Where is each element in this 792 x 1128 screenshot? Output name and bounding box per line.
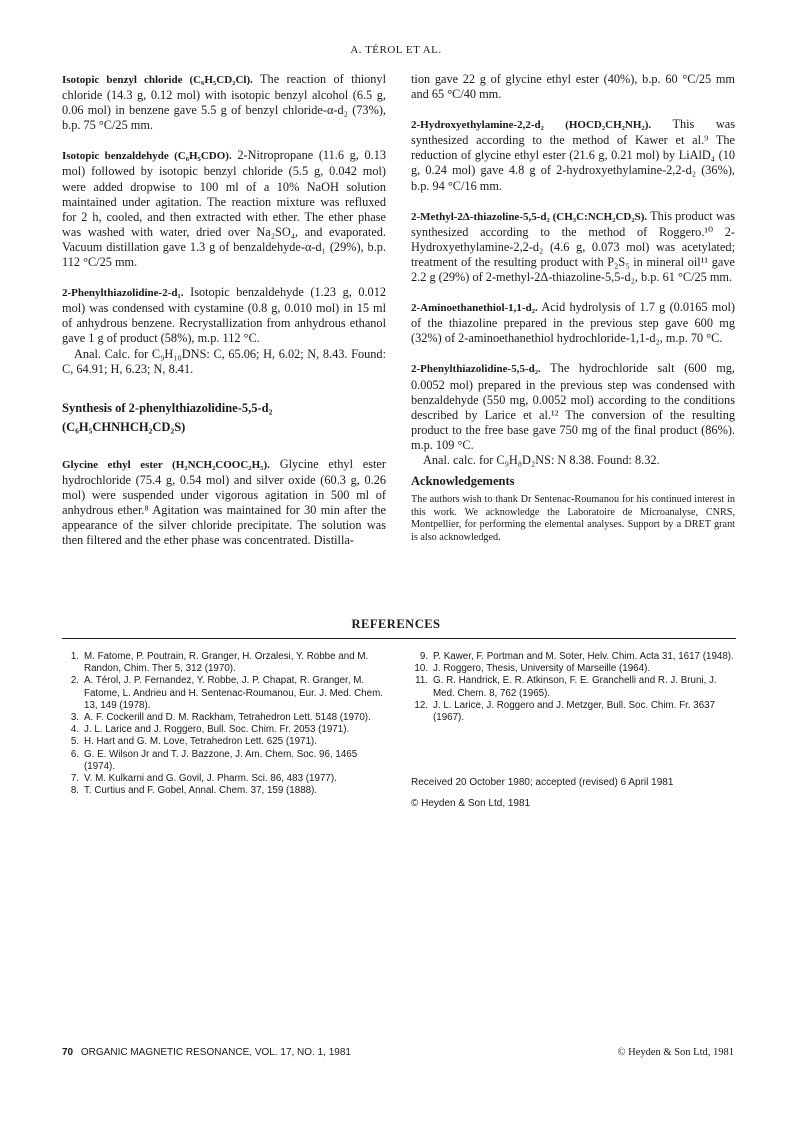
references-left-list	[62, 651, 386, 797]
reference-item	[62, 651, 386, 675]
reference-text: A. Térol, J. P. Fernandez, Y. Robbe, J. P. Chapat, R. Granger, M. Fatome, L. Andrieu and H. Sentenac-Roumanou, Eur. J. Med. Chem. 13, 149 (1978).	[84, 675, 383, 711]
paragraph-body: Glycine ethyl ester hydrochloride (75.4 g, 0.54 mol) and silver oxide (60.3 g, 0.26 mol) were suspended under vigorous agitation in 500 ml of anhydrous ether.⁸ Agitation was maintained for 30 min after the appearance of the silver chloride precipitate. The solution was then filtered and the ether phase was concentrated. Distilla-	[62, 456, 386, 548]
references-divider	[62, 638, 736, 639]
footer-journal	[62, 1047, 351, 1058]
reference-number: 1.	[70, 651, 79, 662]
received-dates: Received 20 October 1980; accepted (revised) 6 April 1981	[411, 777, 674, 788]
journal-citation: ORGANIC MAGNETIC RESONANCE, VOL. 17, NO. 1, 1981	[80, 1047, 351, 1058]
analysis-line: Anal. Calc. for C₉H₁₀DNS: C, 65.06; H, 6.02; N, 8.43. Found: C, 64.91; H, 6.23; N, 8.41.	[62, 346, 386, 376]
paragraph-body: The hydrochloride salt (600 mg, 0.0052 mol) prepared in the previous step was condensed with benzaldehyde (550 mg, 0.0052 mol) according to the conditions described by Larice et al.¹² The conversion of the resulting product to the free base gave 750 mg of the final product (86%). m.p. 109 °C.	[411, 361, 735, 452]
reference-text: J. Roggero, Thesis, University of Marseille (1964).	[433, 663, 651, 675]
acknowledgements-text: The authors wish to thank Dr Sentenac-Roumanou for his continued interest in this work. We acknowledge the Laboratoire de Microanalyse, CNRS, Montpellier, for performing the elemental analyses. Support by a DRET grant is also acknowledged.	[411, 494, 735, 543]
reference-text: P. Kawer, F. Portman and M. Soter, Helv. Chim. Acta 31, 1617 (1948).	[433, 651, 734, 662]
left-column	[62, 72, 386, 563]
compound-heading: 2-Hydroxyethylamine-2,2-d₂ (HOCD₂CH₂NH₂).	[411, 119, 652, 132]
reference-text: H. Hart and G. M. Love, Tetrahedron Lett. 625 (1971).	[84, 736, 317, 748]
reference-item	[411, 663, 735, 675]
reference-item	[62, 712, 386, 724]
paragraph-body: This product was synthesized according to the method of Roggero.¹⁰ 2-Hydroxyethylamine-2,2-d₂ (4.6 g, 0.073 mol) was acetylated; treatment of the resulting product with P₂S₅ in mineral oil¹¹ gave 2.2 g (29%) of 2-methyl-2Δ-thiazoline-5,5-d₂, b.p. 61 °C/25 mm.	[411, 208, 736, 285]
reference-number: 9.	[419, 651, 428, 662]
reference-number: 3.	[70, 712, 79, 724]
paragraph-body: This was synthesized according to the method of Kawer et al.⁹ The reduction of glycine ethyl ester (21.6 g, 0.21 mol) by LiAlD₄ (10 g, 0.24 mol) gave 4.8 g of 2-hydroxyethylamine-2,2-d₂ (36%), b.p. 94 °C/16 mm.	[411, 117, 735, 193]
paragraph-hydroxyethylamine	[411, 117, 735, 193]
reference-number: 12.	[414, 699, 428, 711]
compound-heading: Isotopic benzaldehyde (C₆H₅CDO).	[62, 150, 232, 163]
reference-item	[411, 700, 735, 724]
paragraph-aminoethanethiol	[411, 300, 735, 346]
paragraph-benzyl-chloride	[62, 72, 386, 133]
compound-heading: 2-Phenylthiazolidine-5,5-d₂.	[411, 363, 541, 376]
section-heading	[62, 399, 386, 437]
reference-item	[411, 651, 735, 663]
reference-text: T. Curtius and F. Gobel, Annal. Chem. 37, 159 (1888).	[84, 785, 318, 797]
reference-item	[62, 749, 386, 773]
reference-text: G. R. Handrick, E. R. Atkinson, F. E. Granchelli and R. J. Bruni, J. Med. Chem. 8, 762 (1965).	[433, 675, 717, 699]
reference-number: 8.	[70, 785, 79, 797]
references-right-list	[411, 651, 735, 724]
acknowledgements-heading: Acknowledgements	[411, 474, 515, 489]
paragraph-body: The reaction of thionyl chloride (14.3 g, 0.12 mol) with isotopic benzyl alcohol (6.5 g, 0.06 mol) in benzene gave 5.5 g of benzyl chloride-α-d₂ (73%), b.p. 75 °C/25 mm.	[62, 72, 386, 133]
reference-number: 7.	[70, 773, 79, 785]
paragraph-phenylthiazolidine-5-5-d2	[411, 361, 735, 453]
reference-number: 2.	[70, 675, 79, 687]
compound-heading: 2-Phenylthiazolidine-2-d₁.	[62, 287, 184, 300]
reference-text: J. L. Larice, J. Roggero and J. Metzger, Bull. Soc. Chim. Fr. 3637 (1967).	[433, 699, 716, 724]
reference-text: J. L. Larice and J. Roggero, Bull. Soc. Chim. Fr. 2053 (1971).	[84, 724, 350, 736]
reference-item	[411, 675, 735, 699]
analysis-line: Anal. calc. for C₉H₈D₂NS: N 8.38. Found: 8.32.	[423, 452, 660, 467]
paragraph-body: 2-Nitropropane (11.6 g, 0.13 mol) followed by isotopic benzyl chloride (5.5 g, 0.042 mol) were added dropwise to 100 ml of a 10% NaOH solution maintained under agitation. The reaction mixture was refluxed for 2 h, cooled, and then extracted with ether. The ether phase was washed with water, dried over Na₂SO₄, and evaporated. Vacuum distillation gave 1.3 g of benzaldehyde-α-d₁ (29%), b.p. 112 °C/25 mm.	[62, 148, 387, 270]
compound-heading: 2-Methyl-2Δ-thiazoline-5,5-d₂ (CH₃C:NCH₂CD₂S).	[411, 210, 648, 223]
paragraph-phenylthiazolidine-2-d1	[62, 285, 386, 346]
reference-number: 4.	[70, 724, 79, 736]
right-column	[411, 72, 735, 544]
reference-item	[62, 724, 386, 736]
paragraph-body: Isotopic benzaldehyde (1.23 g, 0.012 mol) was condensed with cystamine (0.8 g, 0.010 mol) in 15 ml of anhydrous benzene. Recrystallization from anhydrous ethanol gave 1 g of product (58%), m.p. 112 °C.	[62, 285, 386, 346]
reference-number: 5.	[70, 736, 79, 748]
section-heading-line1: Synthesis of 2-phenylthiazolidine-5,5-d₂	[62, 400, 273, 415]
running-head: A. TÉROL ET AL.	[350, 44, 442, 56]
compound-heading: Isotopic benzyl chloride (C₆H₅CD₂Cl).	[62, 74, 253, 86]
reference-item	[62, 773, 386, 785]
paragraph-methyl-thiazoline	[411, 209, 735, 285]
reference-item	[62, 736, 386, 748]
paragraph-benzaldehyde	[62, 148, 386, 270]
compound-heading: 2-Aminoethanethiol-1,1-d₂.	[411, 302, 538, 315]
reference-text: G. E. Wilson Jr and T. J. Bazzone, J. Am. Chem. Soc. 96, 1465 (1974).	[84, 748, 358, 772]
reference-number: 10.	[414, 663, 428, 675]
reference-text: A. F. Cockerill and D. M. Rackham, Tetrahedron Lett. 5148 (1970).	[84, 712, 371, 724]
reference-item	[62, 785, 386, 797]
copyright-note: © Heyden & Son Ltd, 1981	[411, 798, 531, 809]
reference-number: 6.	[70, 748, 79, 760]
footer-copyright: © Heyden & Son Ltd, 1981	[617, 1047, 734, 1058]
reference-text: M. Fatome, P. Poutrain, R. Granger, H. Orzalesi, Y. Robbe and M. Randon, Chim. Ther 5, 312 (1970).	[84, 651, 369, 675]
paragraph-glycine-ethyl-ester	[62, 457, 386, 549]
reference-item	[62, 675, 386, 712]
reference-number: 11.	[415, 675, 428, 687]
reference-text: V. M. Kulkarni and G. Govil, J. Pharm. Sci. 86, 483 (1977).	[84, 773, 337, 785]
references-title: REFERENCES	[351, 617, 441, 631]
paragraph-continuation: tion gave 22 g of glycine ethyl ester (40%), b.p. 60 °C/25 mm and 65 °C/40 mm.	[411, 72, 735, 102]
section-heading-line2: (C₆H₅CHNHCH₂CD₂S)	[62, 419, 186, 434]
paragraph-body: Acid hydrolysis of 1.7 g (0.0165 mol) of the thiazoline prepared in the previous step gave 600 mg (32%) of 2-aminoethanethiol hydrochloride-1,1-d₂, m.p. 70 °C.	[411, 300, 735, 346]
compound-heading: Glycine ethyl ester (H₂NCH₂COOC₂H₅).	[62, 458, 270, 471]
page-number: 70	[62, 1047, 74, 1058]
